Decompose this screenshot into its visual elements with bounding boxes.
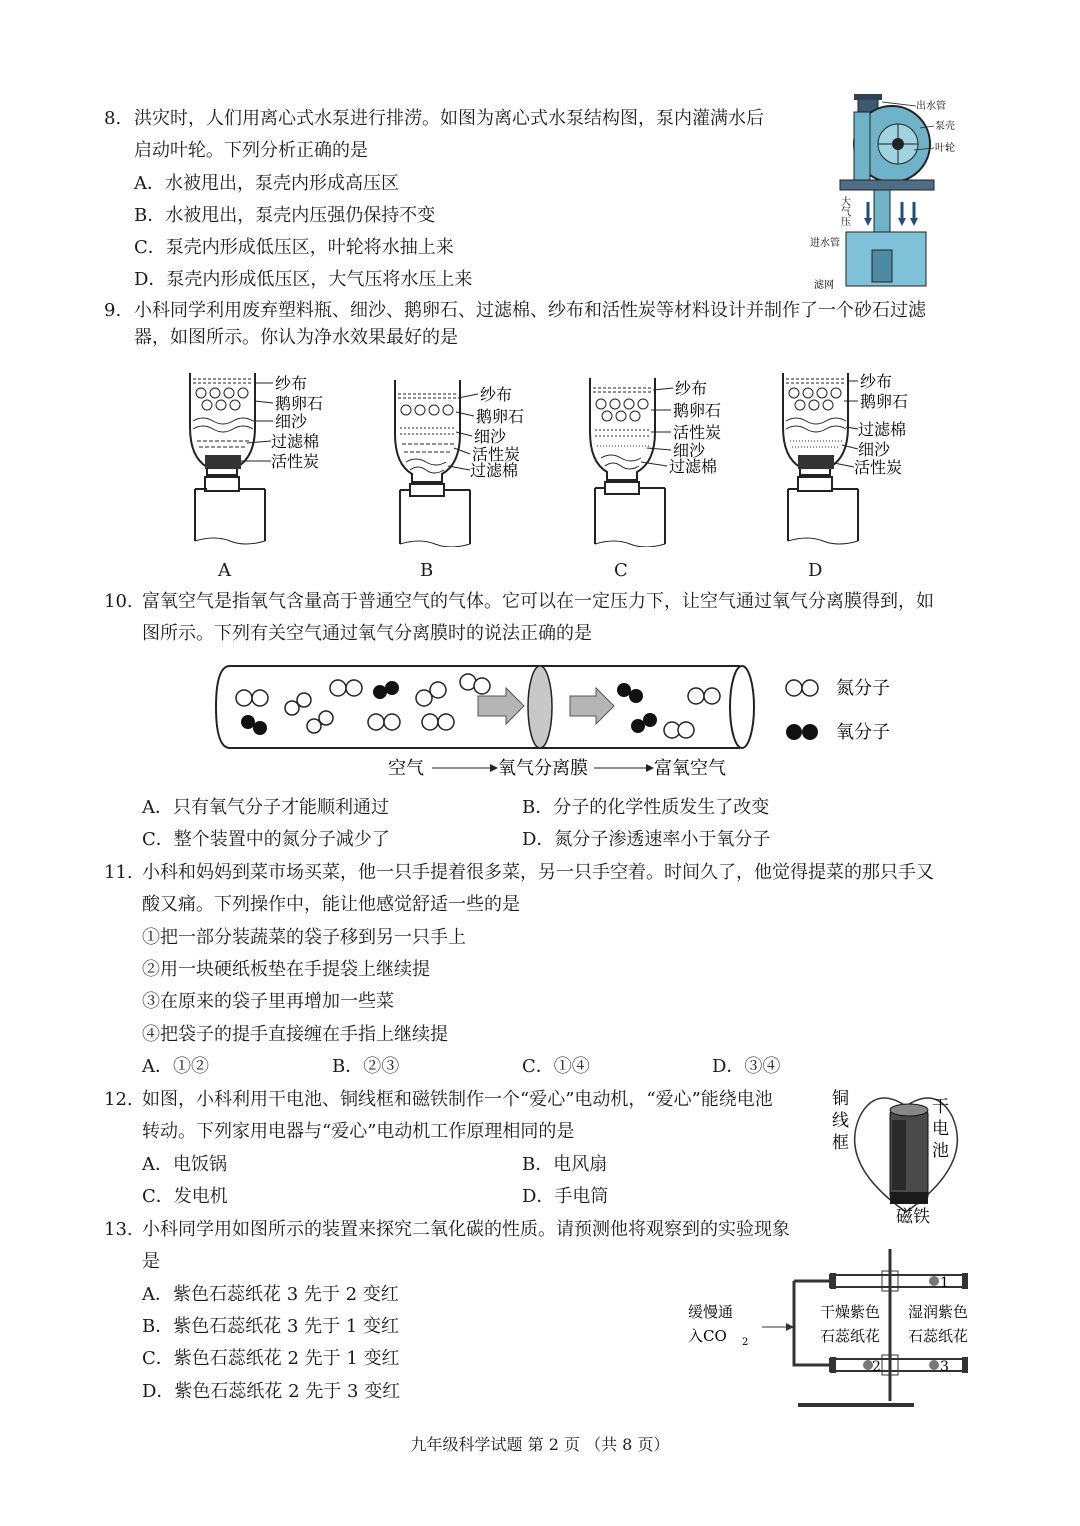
q11-item-3: ③在原来的袋子里再增加一些菜 xyxy=(142,991,394,1012)
q9-b-layer-3: 细沙 xyxy=(474,427,507,446)
q8-option-c: C．泵壳内形成低压区，叶轮将水抽上来 xyxy=(134,237,454,258)
q10-option-d: D．氮分子渗透速率小于氧分子 xyxy=(522,829,771,850)
q13-label-slow-sub: 2 xyxy=(742,1337,749,1348)
q9-letter-b: B xyxy=(420,560,434,581)
q9-c-layer-1: 纱布 xyxy=(675,379,708,398)
q10-option-c: C．整个装置中的氮分子减少了 xyxy=(142,829,390,850)
q12-option-c: C．发电机 xyxy=(142,1186,228,1207)
q9-filter-b xyxy=(390,372,560,547)
q10-membrane-figure xyxy=(210,660,940,785)
q8-label-inlet: 进水管 xyxy=(810,238,840,249)
q13-label-n3: 3 xyxy=(940,1359,949,1375)
q9-filter-d xyxy=(778,365,958,545)
q13-number: 13. xyxy=(104,1219,133,1240)
q9-stem-line2: 器，如图所示。你认为净水效果最好的是 xyxy=(134,327,458,348)
q8-option-d: D．泵壳内形成低压区，大气压将水压上来 xyxy=(134,269,473,290)
q13-label-wet-2: 石蕊纸花 xyxy=(908,1327,969,1345)
q9-a-layer-4: 过滤棉 xyxy=(271,432,320,451)
q11-number: 11. xyxy=(104,862,133,883)
q8-label-outlet: 出水管 xyxy=(916,101,946,112)
q13-stem-line1: 小科同学用如图所示的装置来探究二氧化碳的性质。请预测他将观察到的实验现象 xyxy=(142,1219,790,1240)
q9-a-layer-3: 细沙 xyxy=(275,412,308,431)
q13-option-a: A．紫色石蕊纸花 3 先于 2 变红 xyxy=(142,1284,399,1305)
q10-legend-o2: 氧分子 xyxy=(836,722,890,743)
q10-number: 10. xyxy=(104,591,133,612)
q13-label-dry-2: 石蕊纸花 xyxy=(820,1327,881,1345)
q9-d-layer-4: 细沙 xyxy=(858,440,891,459)
q8-label-shell: 泵壳 xyxy=(935,121,955,132)
q10-flow-air: 空气 xyxy=(388,758,424,779)
q9-letter-c: C xyxy=(614,560,628,581)
q13-option-b: B．紫色石蕊纸花 3 先于 1 变红 xyxy=(142,1316,400,1337)
q9-b-layer-1: 纱布 xyxy=(480,385,513,404)
q11-item-1: ①把一部分装蔬菜的袋子移到另一只手上 xyxy=(142,927,466,948)
q8-pump-figure xyxy=(810,92,970,292)
q8-label-atm: 大气压 xyxy=(838,196,850,226)
q11-item-2: ②用一块硬纸板垫在手提袋上继续提 xyxy=(142,959,430,980)
q8-option-b: B．水被甩出，泵壳内压强仍保持不变 xyxy=(134,205,436,226)
q9-stem-line1: 小科同学利用废弃塑料瓶、细沙、鹅卵石、过滤棉、纱布和活性炭等材料设计并制作了一个砂石过滤 xyxy=(134,300,926,321)
q9-number: 9. xyxy=(104,300,122,321)
q9-a-layer-2: 鹅卵石 xyxy=(275,394,324,413)
q10-option-a: A．只有氧气分子才能顺利通过 xyxy=(142,797,389,818)
q13-label-n1: 1 xyxy=(940,1275,949,1291)
q12-stem-line2: 转动。下列家用电器与“爱心”电动机工作原理相同的是 xyxy=(142,1121,575,1142)
q9-d-layer-3: 过滤棉 xyxy=(858,420,907,439)
q12-heart-motor-figure xyxy=(828,1080,978,1228)
q9-b-layer-4: 活性炭 xyxy=(472,445,521,464)
q8-number: 8. xyxy=(104,108,122,129)
q10-stem-line1: 富氧空气是指氧气含量高于普通空气的气体。它可以在一定压力下，让空气通过氧气分离膜得到，如 xyxy=(142,591,934,612)
q10-stem-line2: 图所示。下列有关空气通过氧气分离膜时的说法正确的是 xyxy=(142,623,592,644)
q11-option-b: B．②③ xyxy=(332,1056,400,1077)
q9-d-layer-2: 鹅卵石 xyxy=(860,392,909,411)
q9-letter-d: D xyxy=(808,560,823,581)
q9-a-layer-1: 纱布 xyxy=(275,374,308,393)
q8-label-impeller: 叶轮 xyxy=(935,143,955,154)
q13-co2-apparatus-figure xyxy=(682,1245,982,1415)
q10-option-b: B．分子的化学性质发生了改变 xyxy=(522,797,770,818)
q12-label-battery-1: 干 xyxy=(932,1097,949,1117)
q11-stem-line1: 小科和妈妈到菜市场买菜，他一只手提着很多菜，另一只手空着。时间久了，他觉得提菜的那只手又 xyxy=(142,862,934,883)
q12-label-battery-3: 池 xyxy=(932,1141,949,1161)
q8-label-filter: 滤网 xyxy=(814,280,834,291)
q8-stem-line1: 洪灾时，人们用离心式水泵进行排涝。如图为离心式水泵结构图，泵内灌满水后 xyxy=(134,108,764,129)
page-footer: 九年级科学试题 第 2 页 （共 8 页） xyxy=(410,1435,670,1454)
q9-c-layer-5: 过滤棉 xyxy=(669,457,718,476)
q8-option-a: A．水被甩出，泵壳内形成高压区 xyxy=(134,173,399,194)
q12-option-d: D．手电筒 xyxy=(522,1186,609,1207)
q9-d-layer-1: 纱布 xyxy=(860,372,893,391)
q13-option-c: C．紫色石蕊纸花 2 先于 1 变红 xyxy=(142,1348,400,1369)
q12-number: 12. xyxy=(104,1089,133,1110)
q9-b-layer-5: 过滤棉 xyxy=(470,461,519,480)
q9-filter-a xyxy=(185,365,355,545)
q13-stem-line2: 是 xyxy=(142,1251,160,1272)
q12-option-a: A．电饭锅 xyxy=(142,1154,227,1175)
q9-letter-a: A xyxy=(218,560,231,581)
q11-stem-line2: 酸又痛。下列操作中，能让他感觉舒适一些的是 xyxy=(142,894,520,915)
q10-legend-n2: 氮分子 xyxy=(836,678,890,699)
q8-stem-line2: 启动叶轮。下列分析正确的是 xyxy=(134,140,368,161)
q9-c-layer-2: 鹅卵石 xyxy=(673,401,722,420)
q13-label-slow-1: 缓慢通 xyxy=(688,1303,734,1321)
q13-label-n2: 2 xyxy=(872,1359,881,1375)
q9-c-layer-3: 活性炭 xyxy=(673,423,722,442)
q11-option-d: D．③④ xyxy=(712,1056,781,1077)
q11-option-c: C．①④ xyxy=(522,1056,590,1077)
q9-c-layer-4: 细沙 xyxy=(673,441,706,460)
q9-d-layer-5: 活性炭 xyxy=(854,458,903,477)
q12-label-battery-2: 电 xyxy=(932,1119,949,1139)
q13-label-slow-2: 入CO xyxy=(688,1327,727,1345)
q9-a-layer-5: 活性炭 xyxy=(271,452,320,471)
q12-label-copper-2: 线 xyxy=(832,1111,849,1131)
q11-item-4: ④把袋子的提手直接缠在手指上继续提 xyxy=(142,1024,448,1045)
q12-label-magnet: 磁铁 xyxy=(896,1207,930,1227)
q10-flow-rich: 富氧空气 xyxy=(654,758,726,779)
q11-option-a: A．①② xyxy=(142,1056,209,1077)
q9-b-layer-2: 鹅卵石 xyxy=(476,407,525,426)
q10-flow-membrane: 氧气分离膜 xyxy=(498,758,588,779)
q13-label-wet-1: 湿润紫色 xyxy=(908,1303,969,1321)
q12-option-b: B．电风扇 xyxy=(522,1154,608,1175)
q12-label-copper-3: 框 xyxy=(832,1133,849,1153)
q9-filter-c xyxy=(585,370,755,547)
q13-label-dry-1: 干燥紫色 xyxy=(820,1303,881,1321)
q12-stem-line1: 如图，小科利用干电池、铜线框和磁铁制作一个“爱心”电动机，“爱心”能绕电池 xyxy=(142,1089,773,1110)
q13-option-d: D．紫色石蕊纸花 2 先于 3 变红 xyxy=(142,1381,401,1402)
q12-label-copper-1: 铜 xyxy=(832,1089,849,1109)
